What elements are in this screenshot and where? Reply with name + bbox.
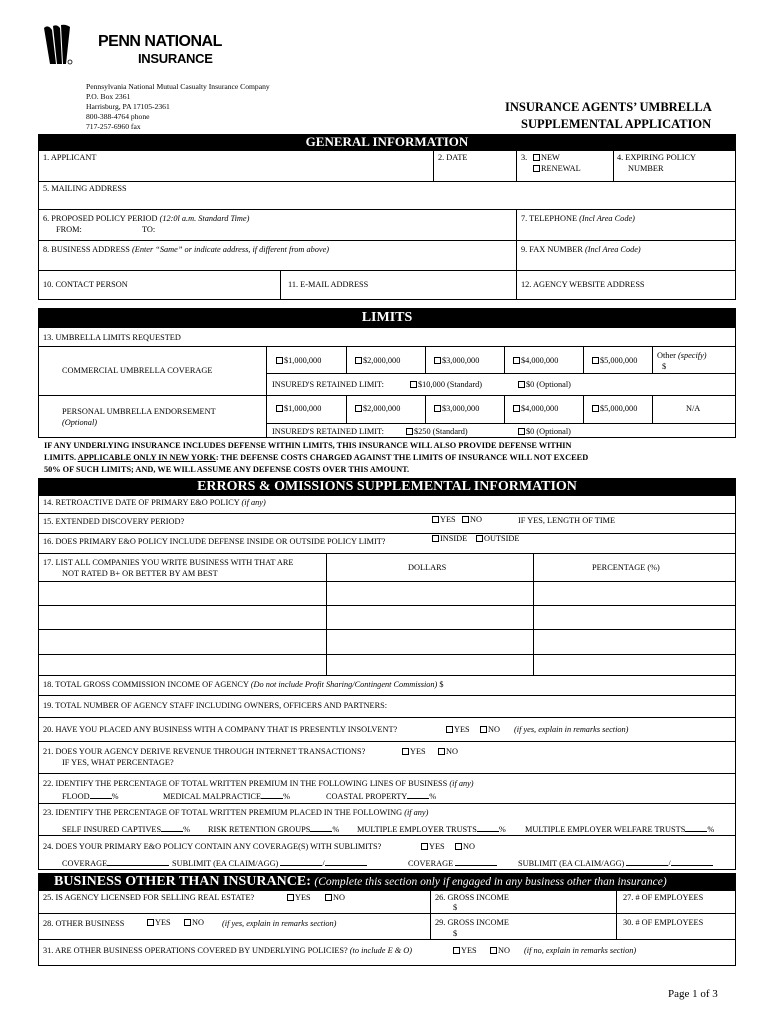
- new-label: NEW: [541, 153, 560, 162]
- lines-of-business-label: 22. IDENTIFY THE PERCENTAGE OF TOTAL WRITTEN PREMIUM IN THE FOLLOWING LINES OF BUSINESS (if any): [43, 779, 474, 788]
- expiring-policy-label-2: NUMBER: [628, 164, 664, 173]
- coastal-property-percentage[interactable]: COASTAL PROPERTY %: [326, 792, 437, 801]
- company-name-line2: INSURANCE: [138, 51, 213, 66]
- commercial-1m-checkbox[interactable]: $1,000,000: [276, 356, 321, 366]
- flood-percentage[interactable]: FLOOD %: [62, 792, 119, 801]
- personal-5m-checkbox[interactable]: $5,000,000: [592, 404, 637, 414]
- premium-placed-label: 23. IDENTIFY THE PERCENTAGE OF TOTAL WRITTEN PREMIUM PLACED IN THE FOLLOWING (if any): [43, 808, 429, 817]
- medical-malpractice-percentage[interactable]: MEDICAL MALPRACTICE %: [163, 792, 291, 801]
- eo-heading: ERRORS & OMISSIONS SUPPLEMENTAL INFORMATION: [38, 478, 736, 495]
- date-field[interactable]: [435, 164, 513, 179]
- company-row-1[interactable]: [40, 583, 734, 603]
- q3-label: 3.: [521, 153, 528, 162]
- other-business-label: 28. OTHER BUSINESS: [43, 919, 125, 928]
- personal-2m-checkbox[interactable]: $2,000,000: [355, 404, 400, 414]
- extended-discovery-yes-checkbox[interactable]: YES: [432, 515, 456, 525]
- commercial-retained-optional-checkbox[interactable]: $0 (Optional): [518, 380, 571, 390]
- commercial-3m-checkbox[interactable]: $3,000,000: [434, 356, 479, 366]
- real-estate-label: 25. IS AGENCY LICENSED FOR SELLING REAL ESTATE?: [43, 893, 255, 902]
- company-name-line1: PENN NATIONAL: [98, 33, 222, 50]
- company-phone: 800-388-4764 phone: [86, 112, 150, 121]
- commercial-5m-checkbox[interactable]: $5,000,000: [592, 356, 637, 366]
- applicant-field[interactable]: [40, 164, 430, 179]
- company-logo: [44, 24, 74, 66]
- policy-period-label: 6. PROPOSED POLICY PERIOD (12:0l a.m. Standard Time): [43, 214, 250, 223]
- percentage-column-header: PERCENTAGE (%): [592, 563, 660, 572]
- personal-retained-optional-checkbox[interactable]: $0 (Optional): [518, 427, 571, 437]
- doc-title-line2: SUPPLEMENTAL APPLICATION: [521, 117, 712, 131]
- length-of-time-label: IF YES, LENGTH OF TIME: [518, 516, 616, 525]
- commercial-retained-label: INSURED'S RETAINED LIMIT:: [272, 380, 384, 389]
- penn-national-logo-icon: [44, 24, 74, 66]
- company-address-3: Harrisburg, PA 17105-2361: [86, 102, 170, 111]
- personal-other-na: N/A: [686, 404, 701, 413]
- retroactive-date-label: 14. RETROACTIVE DATE OF PRIMARY E&O POLICY (if any): [43, 498, 266, 507]
- extended-discovery-label: 15. EXTENDED DISCOVERY PERIOD?: [43, 517, 185, 526]
- mailing-address-field[interactable]: [40, 195, 734, 207]
- contact-person-label: 10. CONTACT PERSON: [43, 280, 128, 289]
- other-business-no-checkbox[interactable]: NO: [184, 918, 204, 928]
- defense-notice-line2: LIMITS. APPLICABLE ONLY IN NEW YORK: THE DEFENSE COSTS CHARGED AGAINST THE LIMITS OF INSURANCE WILL NOT EXCEED: [44, 453, 589, 462]
- website-label: 12. AGENCY WEBSITE ADDRESS: [521, 280, 645, 289]
- telephone-label: 7. TELEPHONE (Incl Area Code): [521, 214, 635, 223]
- general-information-heading: GENERAL INFORMATION: [38, 134, 736, 150]
- defense-inside-checkbox[interactable]: INSIDE: [432, 534, 467, 544]
- applicant-label: 1. APPLICANT: [43, 153, 97, 162]
- commercial-4m-checkbox[interactable]: $4,000,000: [513, 356, 558, 366]
- company-row-3[interactable]: [40, 631, 734, 652]
- defense-notice-line1: IF ANY UNDERLYING INSURANCE INCLUDES DEFENSE WITHIN LIMITS, THIS INSURANCE WILL ALSO PROVIDE DEFENSE WITHIN: [44, 441, 572, 450]
- gross-income-label-29: 29. GROSS INCOME: [435, 918, 509, 927]
- defense-inside-outside-label: 16. DOES PRIMARY E&O POLICY INCLUDE DEFENSE INSIDE OR OUTSIDE POLICY LIMIT?: [43, 537, 386, 546]
- sublimits-label: 24. DOES YOUR PRIMARY E&O POLICY CONTAIN ANY COVERAGE(S) WITH SUBLIMITS?: [43, 842, 382, 851]
- commercial-2m-checkbox[interactable]: $2,000,000: [355, 356, 400, 366]
- extended-discovery-no-checkbox[interactable]: NO: [462, 515, 482, 525]
- commercial-retained-standard-checkbox[interactable]: $10,000 (Standard): [410, 380, 482, 390]
- company-row-4[interactable]: [40, 656, 734, 674]
- personal-3m-checkbox[interactable]: $3,000,000: [434, 404, 479, 414]
- commercial-other-dollar[interactable]: $: [662, 362, 667, 371]
- commercial-umbrella-label: COMMERCIAL UMBRELLA COVERAGE: [62, 366, 213, 375]
- new-checkbox[interactable]: [533, 153, 560, 163]
- company-address-1: Pennsylvania National Mutual Casualty Insurance Company: [86, 82, 270, 91]
- personal-umbrella-label: PERSONAL UMBRELLA ENDORSEMENT: [62, 407, 216, 416]
- gross-income-label-26: 26. GROSS INCOME: [435, 893, 509, 902]
- other-business-note: (if yes, explain in remarks section): [222, 919, 337, 928]
- renewal-label: RENEWAL: [541, 164, 581, 173]
- insolvent-note: (if yes, explain in remarks section): [514, 725, 629, 734]
- sublimits-yes-checkbox[interactable]: YES: [421, 842, 445, 852]
- umbrella-limits-label: 13. UMBRELLA LIMITS REQUESTED: [43, 333, 181, 342]
- multiple-employer-trusts-percentage[interactable]: MULTIPLE EMPLOYER TRUSTS %: [357, 825, 506, 834]
- internet-revenue-yes-checkbox[interactable]: YES: [402, 747, 426, 757]
- renewal-checkbox[interactable]: [533, 164, 581, 174]
- other-operations-no-checkbox[interactable]: NO: [490, 946, 510, 956]
- coverage-field-2[interactable]: COVERAGE: [408, 857, 497, 869]
- gross-income-dollar-29[interactable]: $: [453, 929, 458, 938]
- internet-revenue-label: 21. DOES YOUR AGENCY DERIVE REVENUE THROUGH INTERNET TRANSACTIONS?: [43, 747, 366, 756]
- personal-retained-label: INSURED'S RETAINED LIMIT:: [272, 427, 384, 436]
- employees-label-30: 30. # OF EMPLOYEES: [623, 918, 704, 927]
- personal-umbrella-note: (Optional): [62, 418, 98, 427]
- dollars-column-header: DOLLARS: [408, 563, 447, 572]
- defense-outside-checkbox[interactable]: OUTSIDE: [476, 534, 520, 544]
- personal-retained-standard-checkbox[interactable]: $250 (Standard): [406, 427, 468, 437]
- limits-box: [38, 327, 736, 438]
- real-estate-yes-checkbox[interactable]: YES: [287, 893, 311, 903]
- limits-heading: LIMITS: [38, 308, 736, 327]
- company-address-2: P.O. Box 2361: [86, 92, 131, 101]
- internet-percentage-label: IF YES, WHAT PERCENTAGE?: [62, 758, 174, 767]
- expiring-policy-label: 4. EXPIRING POLICY: [617, 153, 697, 162]
- policy-from-label: FROM:: [56, 225, 82, 234]
- other-business-yes-checkbox[interactable]: YES: [147, 918, 171, 928]
- date-label: 2. DATE: [438, 153, 468, 162]
- sublimit-field-1[interactable]: SUBLIMIT (EA CLAIM/AGG) /: [172, 857, 367, 869]
- company-row-2[interactable]: [40, 607, 734, 627]
- sublimit-field-2[interactable]: SUBLIMIT (EA CLAIM/AGG) /: [518, 857, 713, 869]
- doc-title-line1: INSURANCE AGENTS’ UMBRELLA: [505, 100, 712, 114]
- employees-label-27: 27. # OF EMPLOYEES: [623, 893, 704, 902]
- gross-commission-label: 18. TOTAL GROSS COMMISSION INCOME OF AGENCY (Do not include Profit Sharing/Contingent Commission) $: [43, 680, 444, 689]
- real-estate-no-checkbox[interactable]: NO: [325, 893, 345, 903]
- mailing-address-label: 5. MAILING ADDRESS: [43, 184, 127, 193]
- multiple-employer-welfare-trusts-percentage[interactable]: MULTIPLE EMPLOYER WELFARE TRUSTS %: [525, 825, 715, 834]
- self-insured-captives-percentage[interactable]: SELF INSURED CAPTIVES %: [62, 825, 191, 834]
- internet-revenue-no-checkbox[interactable]: NO: [438, 747, 458, 757]
- other-operations-label: 31. ARE OTHER BUSINESS OPERATIONS COVERED BY UNDERLYING POLICIES? (to include E & O): [43, 946, 412, 955]
- not-rated-companies-label: 17. LIST ALL COMPANIES YOU WRITE BUSINESS WITH THAT ARE: [43, 558, 294, 567]
- sublimits-no-checkbox[interactable]: NO: [455, 842, 475, 852]
- insolvent-label: 20. HAVE YOU PLACED ANY BUSINESS WITH A COMPANY THAT IS PRESENTLY INSOLVENT?: [43, 725, 398, 734]
- other-operations-yes-checkbox[interactable]: YES: [453, 946, 477, 956]
- email-label: 11. E-MAIL ADDRESS: [288, 280, 369, 289]
- other-operations-note: (if no, explain in remarks section): [524, 946, 637, 955]
- page-number: Page 1 of 3: [668, 988, 718, 1000]
- not-rated-companies-label-2: NOT RATED B+ OR BETTER BY AM BEST: [62, 569, 218, 578]
- coverage-field-1[interactable]: COVERAGE: [62, 857, 169, 869]
- agency-staff-label: 19. TOTAL NUMBER OF AGENCY STAFF INCLUDING OWNERS, OFFICERS AND PARTNERS:: [43, 701, 388, 710]
- insolvent-yes-checkbox[interactable]: YES: [446, 725, 470, 735]
- fax-label: 9. FAX NUMBER (Incl Area Code): [521, 245, 641, 254]
- business-address-label: 8. BUSINESS ADDRESS (Enter “Same” or indicate address, if different from above): [43, 245, 330, 254]
- defense-notice-line3: 50% OF SUCH LIMITS; AND, WE WILL ASSUME ANY DEFENSE COSTS OVER THIS AMOUNT.: [44, 465, 410, 474]
- policy-to-label: TO:: [142, 225, 156, 234]
- company-fax: 717-257-6960 fax: [86, 122, 141, 131]
- gross-income-dollar-26[interactable]: $: [453, 903, 458, 912]
- risk-retention-groups-percentage[interactable]: RISK RETENTION GROUPS %: [208, 825, 340, 834]
- insolvent-no-checkbox[interactable]: NO: [480, 725, 500, 735]
- personal-4m-checkbox[interactable]: $4,000,000: [513, 404, 558, 414]
- personal-1m-checkbox[interactable]: $1,000,000: [276, 404, 321, 414]
- commercial-other-label: Other (specify): [657, 351, 707, 360]
- business-other-heading: BUSINESS OTHER THAN INSURANCE: (Complete this section only if engaged in any business other than insurance): [38, 873, 736, 890]
